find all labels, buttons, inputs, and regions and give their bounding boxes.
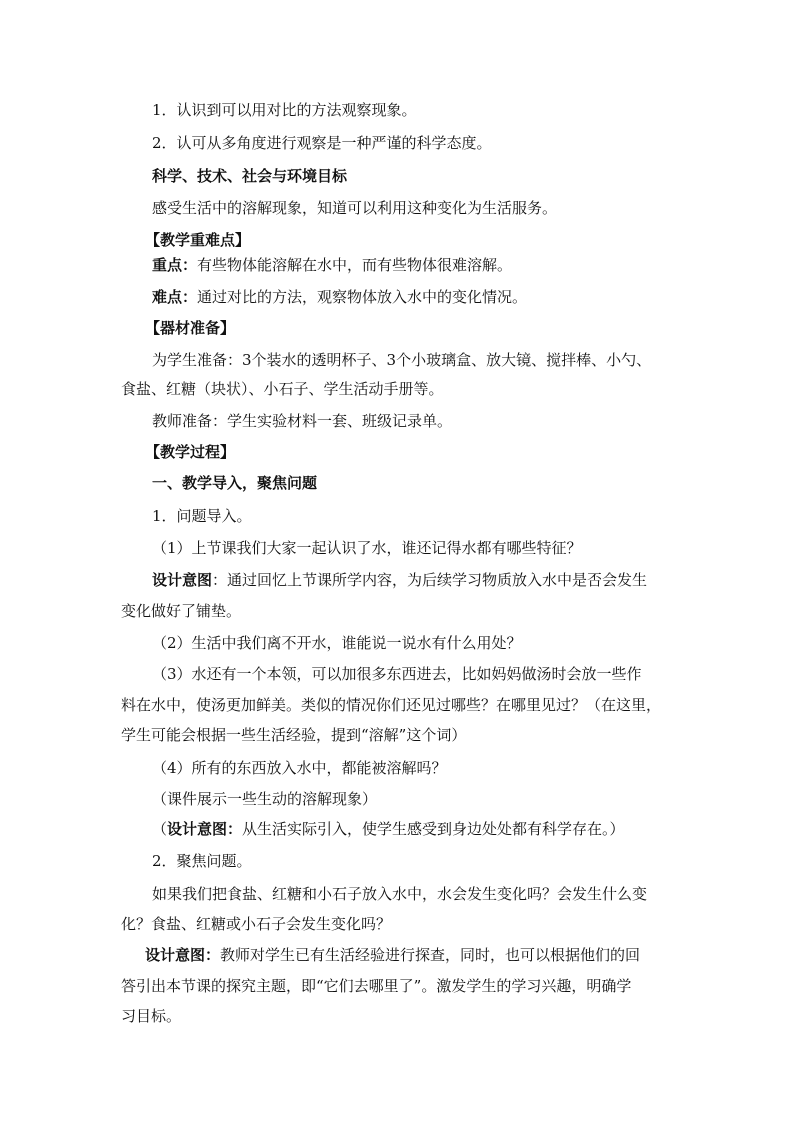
- step-2-heading: 2．聚焦问题。: [152, 852, 252, 870]
- materials-student-line-1: 为学生准备：3个装水的透明杯子、3个小玻璃盒、放大镜、搅拌棒、小勺、: [152, 351, 652, 369]
- question-4: （4）所有的东西放入水中，都能被溶解吗？: [152, 759, 447, 777]
- focus-question-line-2: 化？食盐、红糖或小石子会发生变化吗？: [121, 915, 392, 933]
- difficulty-line: [152, 287, 527, 307]
- subsection-heading-intro: 一、教学导入，聚焦问题: [152, 474, 318, 492]
- question-1: （1）上节课我们大家一起认识了水，谁还记得水都有哪些特征？: [152, 539, 582, 557]
- design-intent-2-line: [152, 819, 625, 839]
- key-point-label: 重点：: [152, 256, 198, 274]
- question-2: （2）生活中我们离不开水，谁能说一说水有什么用处？: [152, 634, 522, 652]
- key-point-text: 有些物体能溶解在水中，而有些物体很难溶解。: [197, 256, 513, 274]
- design-intent-open-paren: （: [152, 820, 168, 838]
- materials-teacher: 教师准备：学生实验材料一套、班级记录单。: [152, 412, 453, 430]
- step-1-heading: 1．问题导入。: [152, 507, 252, 525]
- materials-student-line-2: 食盐、红糖（块状）、小石子、学生活动手册等。: [121, 380, 444, 398]
- section-heading-materials: 【器材准备】: [145, 319, 236, 337]
- question-3-line-2: 料在水中，使汤更加鲜美。类似的情况你们还见过哪些？在哪里见过？（在这里，: [121, 696, 662, 714]
- design-intent-1-line-2: 变化做好了铺垫。: [121, 602, 242, 620]
- section-heading-process: 【教学过程】: [145, 443, 236, 461]
- objective-item-1: 1．认识到可以用对比的方法观察现象。: [152, 101, 417, 119]
- courseware-note: （课件展示一些生动的溶解现象）: [152, 790, 378, 808]
- design-intent-3-line-3: 习目标。: [121, 1007, 182, 1025]
- difficulty-text: 通过对比的方法，观察物体放入水中的变化情况。: [197, 288, 528, 306]
- design-intent-text: 从生活实际引入，使学生感受到身边处处都有科学存在。）: [242, 820, 625, 838]
- design-intent-1-line-1: [152, 570, 647, 590]
- question-3-line-3: 学生可能会根据一些生活经验，提到“溶解”这个词）: [121, 726, 467, 744]
- design-intent-label: 设计意图: [152, 571, 213, 589]
- design-intent-3-line-1: [145, 945, 640, 965]
- design-intent-text: ：通过回忆上节课所学内容，为后续学习物质放入水中是否会发生: [212, 571, 648, 589]
- difficulty-label: 难点：: [152, 288, 198, 306]
- design-intent-text: 教师对学生已有生活经验进行探查，同时，也可以根据他们的回: [220, 946, 641, 964]
- design-intent-label: 设计意图：: [167, 820, 243, 838]
- section-heading-key-points: 【教学重难点】: [145, 231, 251, 249]
- question-3-line-1: （3）水还有一个本领，可以加很多东西进去，比如妈妈做汤时会放一些作: [152, 665, 642, 683]
- key-point-line: [152, 255, 512, 275]
- section-heading-stse: 科学、技术、社会与环境目标: [152, 167, 348, 185]
- stse-text: 感受生活中的溶解现象，知道可以利用这种变化为生活服务。: [152, 199, 558, 217]
- objective-item-2: 2．认可从多角度进行观察是一种严谨的科学态度。: [152, 134, 492, 152]
- design-intent-3-line-2: 答引出本节课的探究主题，即“它们去哪里了”。激发学生的学习兴趣，明确学: [121, 977, 632, 995]
- design-intent-label: 设计意图：: [145, 946, 221, 964]
- focus-question-line-1: 如果我们把食盐、红糖和小石子放入水中，水会发生变化吗？会发生什么变: [152, 885, 648, 903]
